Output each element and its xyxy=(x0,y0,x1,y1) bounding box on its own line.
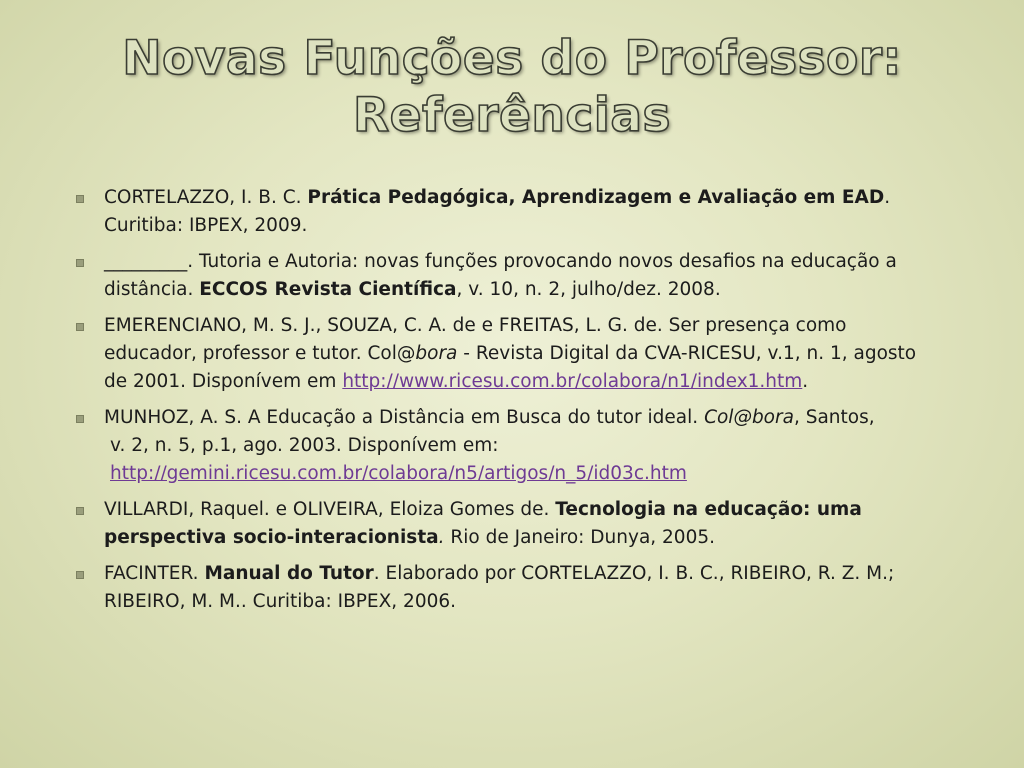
reference-text: _________. Tutoria e Autoria: novas funções provocando novos desafios na educação a distância. xyxy=(104,251,897,300)
reference-text: , v. 10, n. 2, julho/dez. 2008. xyxy=(456,279,721,300)
slide-title xyxy=(0,30,1024,144)
reference-title: Prática Pedagógica, Aprendizagem e Avaliação em EAD xyxy=(307,187,885,208)
reference-title: ECCOS Revista Científica xyxy=(199,279,457,300)
reference-link[interactable]: http://www.ricesu.com.br/colabora/n1/index1.htm xyxy=(342,371,803,392)
reference-list xyxy=(70,184,920,624)
reference-title: Tecnologia na educação: uma perspectiva socio-interacionista xyxy=(104,499,862,548)
slide-title-line2: Referências xyxy=(352,88,672,143)
reference-text: , Santos, xyxy=(793,407,875,428)
reference-link[interactable]: http://gemini.ricesu.com.br/colabora/n5/artigos/n_5/id03c.htm xyxy=(110,463,687,484)
reference-text: v. 2, n. 5, p.1, ago. 2003. Disponívem em: xyxy=(110,435,499,456)
reference-item xyxy=(70,560,920,616)
slide-title-line1: Novas Funções do Professor: xyxy=(122,31,902,86)
reference-text: VILLARDI, Raquel. e OLIVEIRA, Eloiza Gomes de. xyxy=(104,499,556,520)
reference-item xyxy=(70,404,920,488)
reference-text: . xyxy=(802,371,809,392)
reference-link-line xyxy=(104,460,920,488)
reference-item xyxy=(70,184,920,240)
square-bullet-icon xyxy=(76,323,84,331)
reference-text: . Elaborado por CORTELAZZO, I. B. C., RIBEIRO, R. Z. M.; RIBEIRO, M. M.. Curitiba: IBPEX, 2006. xyxy=(104,563,895,612)
reference-text: EMERENCIANO, M. S. J., SOUZA, C. A. de e FREITAS, L. G. de. Ser presença como educador, professor e tutor. Col@ xyxy=(104,315,847,364)
reference-text: CORTELAZZO, I. B. C. xyxy=(104,187,308,208)
reference-text: MUNHOZ, A. S. A Educação a Distância em Busca do tutor ideal. xyxy=(104,407,705,428)
reference-item xyxy=(70,248,920,304)
reference-item xyxy=(70,496,920,552)
reference-text: FACINTER. xyxy=(104,563,205,584)
reference-text: Rio de Janeiro: Dunya, 2005. xyxy=(444,527,716,548)
square-bullet-icon xyxy=(76,195,84,203)
reference-italic: Col@bora xyxy=(704,407,794,428)
reference-text: . Curitiba: IBPEX, 2009. xyxy=(104,187,891,236)
square-bullet-icon xyxy=(76,507,84,515)
square-bullet-icon xyxy=(76,415,84,423)
reference-text: - Revista Digital da CVA-RICESU, v.1, n. 1, agosto de 2001. Disponívem em xyxy=(104,343,917,392)
square-bullet-icon xyxy=(76,259,84,267)
square-bullet-icon xyxy=(76,571,84,579)
reference-title: Manual do Tutor xyxy=(204,563,374,584)
reference-italic: . xyxy=(438,527,445,548)
reference-italic: bora xyxy=(415,343,458,364)
reference-item xyxy=(70,312,920,396)
